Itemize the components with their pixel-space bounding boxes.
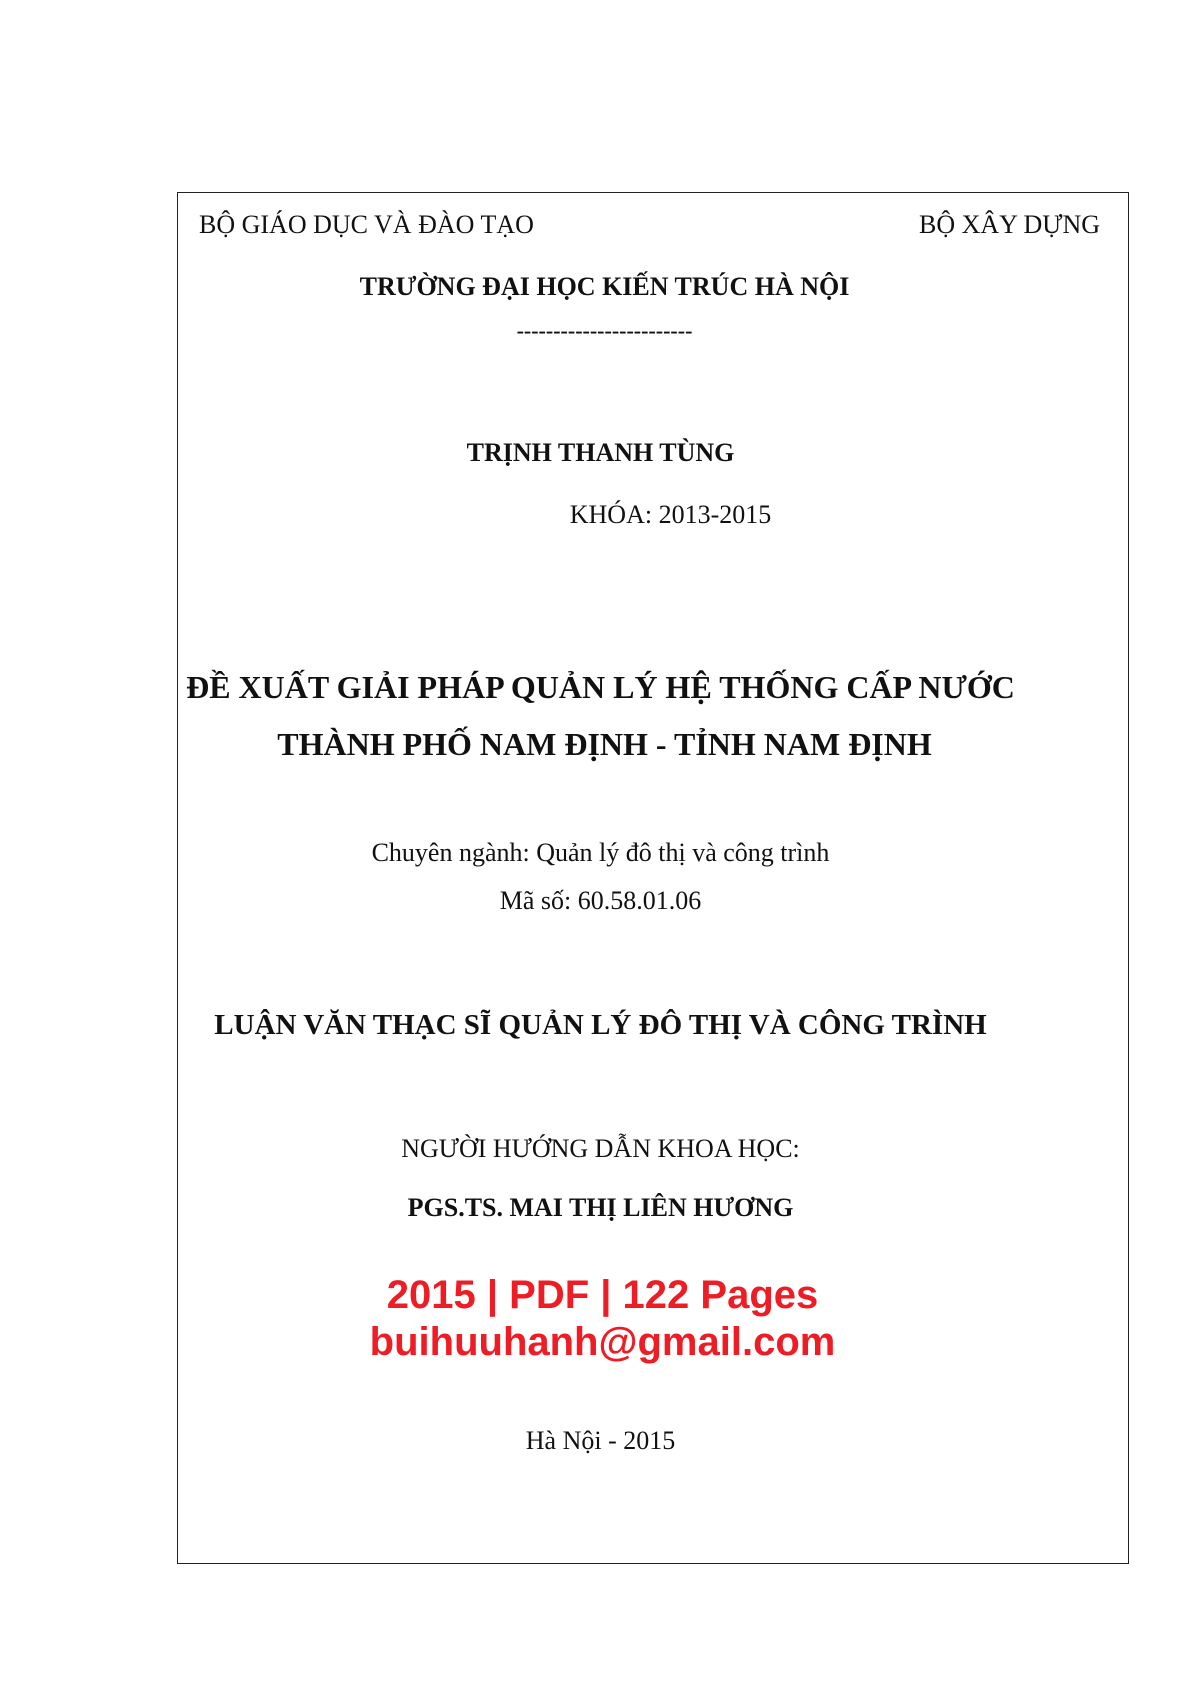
ministry-construction: BỘ XÂY DỰNG [919, 210, 1100, 239]
thesis-title-line-2: THÀNH PHỐ NAM ĐỊNH - TỈNH NAM ĐỊNH [277, 726, 932, 762]
major-code: Mã số: 60.58.01.06 [499, 886, 702, 915]
course-years: KHÓA: 2013-2015 [569, 500, 772, 529]
major-field: Chuyên ngành: Quản lý đô thị và công trình [371, 838, 830, 867]
ministry-education: BỘ GIÁO DỤC VÀ ĐÀO TẠO [199, 210, 534, 239]
supervisor-label: NGƯỜI HƯỚNG DẪN KHOA HỌC: [401, 1134, 800, 1163]
degree-title: LUẬN VĂN THẠC SĨ QUẢN LÝ ĐÔ THỊ VÀ CÔNG TRÌNH [214, 1009, 987, 1041]
university-name: TRƯỜNG ĐẠI HỌC KIẾN TRÚC HÀ NỘI [359, 272, 850, 301]
watermark-pdf-info: 2015 | PDF | 122 Pages [386, 1273, 819, 1317]
thesis-title-line-1: ĐỀ XUẤT GIẢI PHÁP QUẢN LÝ HỆ THỐNG CẤP NƯỚC [186, 669, 1015, 705]
place-and-date: Hà Nội - 2015 [525, 1426, 676, 1455]
author-name: TRỊNH THANH TÙNG [466, 438, 735, 467]
header-separator: ------------------------ [516, 318, 693, 343]
watermark-email: buihuuhanh@gmail.com [369, 1320, 836, 1364]
supervisor-name: PGS.TS. MAI THỊ LIÊN HƯƠNG [407, 1193, 794, 1222]
